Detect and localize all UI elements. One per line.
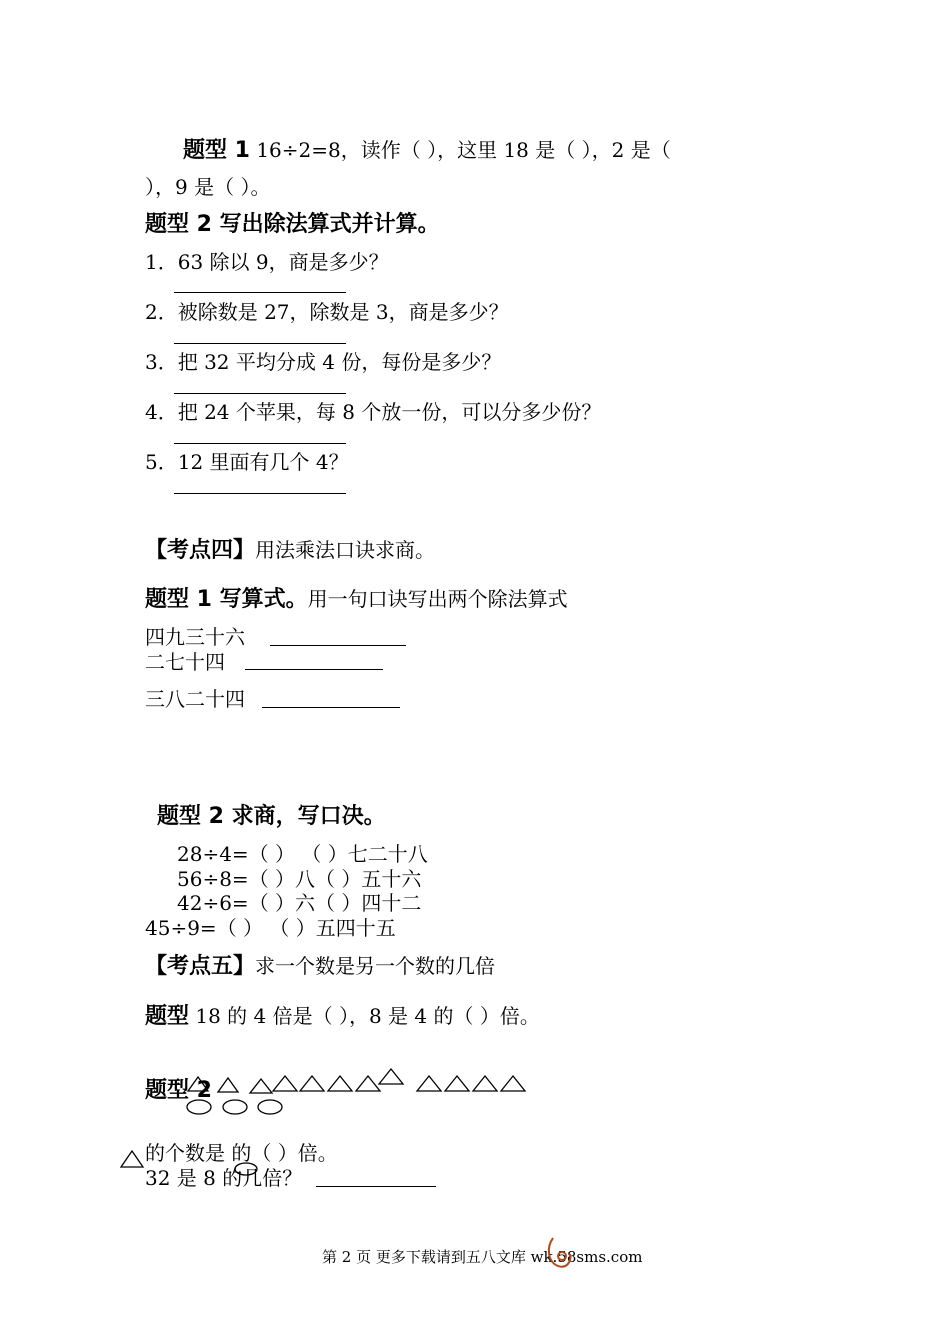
q1-text-a: 16÷2=8，读作（ ），这里 18 是（ ），2 是（ [256,138,671,162]
list-item: 4．把 24 个苹果，每 8 个放一份，可以分多少份？ [145,400,602,424]
s5-q1-label: 题型 [145,1004,190,1029]
s5-q2-line-1: 的个数是 的（ ）倍。 [145,1141,338,1165]
verse: 三八二十四 [145,687,245,711]
s4-q2-title: 题型 2 求商，写口决。 [157,804,386,829]
s5-q1-text: 18 的 4 倍是（ ），8 是 4 的（ ）倍。 [195,1004,540,1028]
q1-label: 题型 1 [183,138,250,163]
list-item: 1．63 除以 9，商是多少？ [145,250,389,274]
s4-q1-title: 题型 1 写算式。 [145,587,308,612]
division-row: 42÷6=（ ）六（ ）四十二 [177,891,422,915]
q2-title: 题型 2 写出除法算式并计算。 [145,212,440,237]
verse: 四九三十六 [145,625,245,649]
verse: 二七十四 [145,650,225,674]
list-item: 3．把 32 平均分成 4 份，每份是多少？ [145,350,502,374]
section5-heading-text: 求一个数是另一个数的几倍 [255,954,496,978]
q1-text-b: ），9 是（ ）。 [145,175,271,199]
division-row: 56÷8=（ ）八（ ）五十六 [177,867,422,891]
page-footer: 第 2 页 更多下载请到五八文库 wk.58sms.com [322,1248,643,1266]
division-row: 28÷4=（ ） （ ）七二十八 [177,842,428,866]
s5-q2-line-2: 32 是 8 的几倍？ [145,1166,303,1190]
section4-heading-text: 用法乘法口诀求商。 [255,538,436,562]
s5-q2-label: 题型 2 [145,1078,212,1103]
division-row: 45÷9=（ ） （ ）五四十五 [145,916,396,940]
list-item: 2．被除数是 27，除数是 3，商是多少？ [145,300,509,324]
s4-q1-text: 用一句口诀写出两个除法算式 [307,587,568,611]
section4-heading: 【考点四】 [145,538,256,563]
list-item: 5．12 里面有几个 4？ [145,450,349,474]
section5-heading: 【考点五】 [145,954,256,979]
